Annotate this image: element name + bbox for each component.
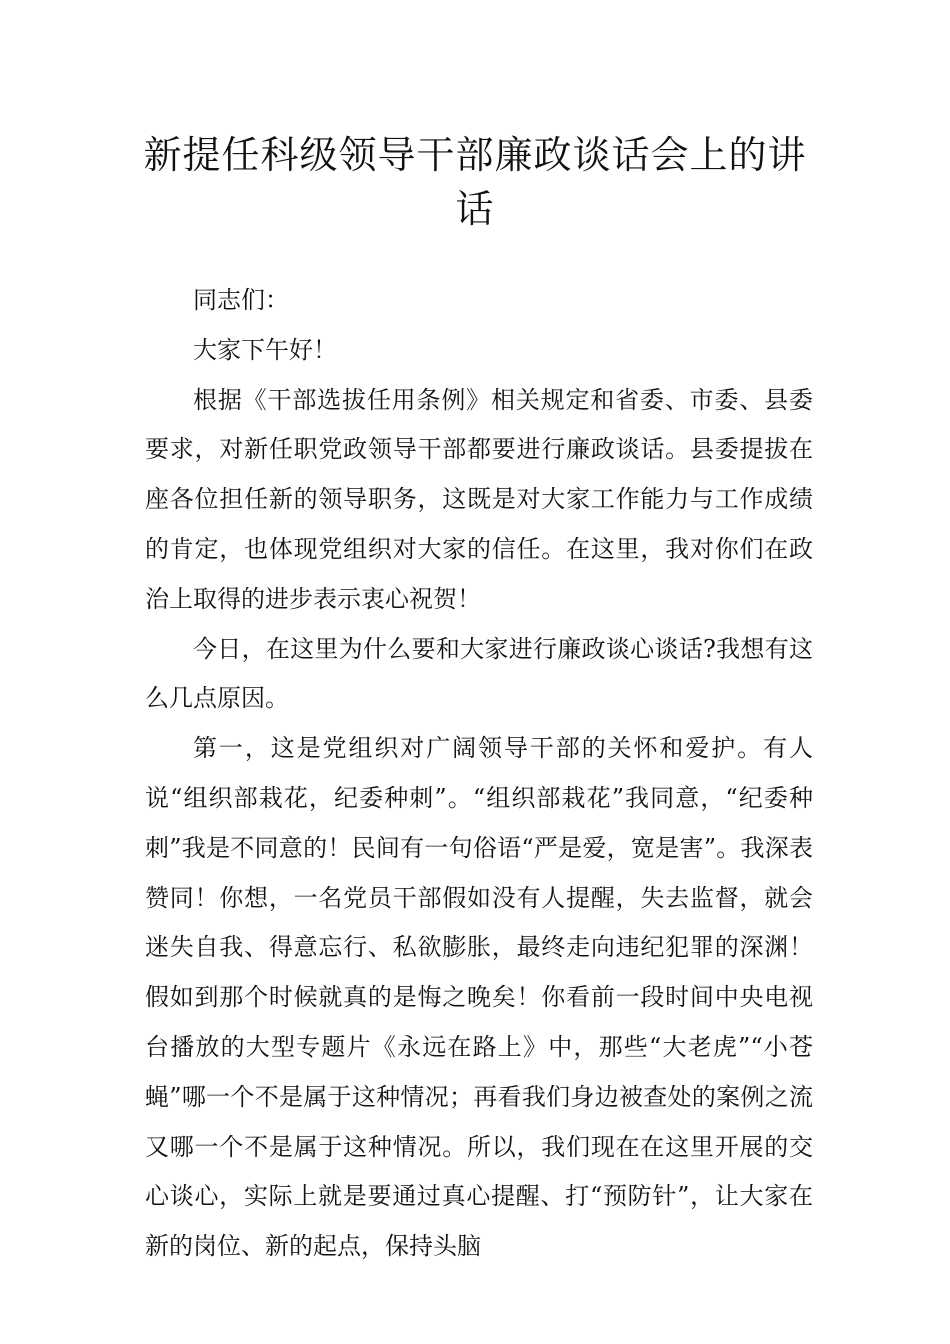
document-body xyxy=(145,276,813,1272)
body-paragraph: 今日，在这里为什么要和大家进行廉政谈心谈话?我想有这么几点原因。 xyxy=(145,634,813,713)
salutation-paragraph: 大家下午好！ xyxy=(193,335,337,364)
greeting-paragraph: 同志们： xyxy=(193,286,289,314)
body-paragraph: 根据《干部选拔任用条例》相关规定和省委、市委、县委要求，对新任职党政领导干部都要进行廉政谈话。县委提拔在座各位担任新的领导职务，这既是对大家工作能力与工作成绩的肯定，也体现党组织对大家的信任。在这里，我对你们在政治上取得的进步表示衷心祝贺！ xyxy=(145,385,813,613)
document-title: 新提任科级领导干部廉政谈话会上的讲话 xyxy=(143,133,807,231)
body-paragraph: 第一，这是党组织对广阔领导干部的关怀和爱护。有人说“组织部栽花，纪委种刺”。“组织部栽花”我同意，“纪委种刺”我是不同意的！民间有一句俗语“严是爱，宽是害”。我深表赞同！你想，一名党员干部假如没有人提醒，失去监督，就会迷失自我、得意忘行、私欲膨胀，最终走向违纪犯罪的深渊！假如到那个时候就真的是悔之晚矣！你看前一段时间中央电视台播放的大型专题片《永远在路上》中，那些“大老虎”“小苍蝇”哪一个不是属于这种情况；再看我们身边被查处的案例之流又哪一个不是属于这种情况。所以，我们现在在这里开展的交心谈心，实际上就是要通过真心提醒、打“预防针”，让大家在新的岗位、新的起点，保持头脑 xyxy=(145,734,813,1261)
